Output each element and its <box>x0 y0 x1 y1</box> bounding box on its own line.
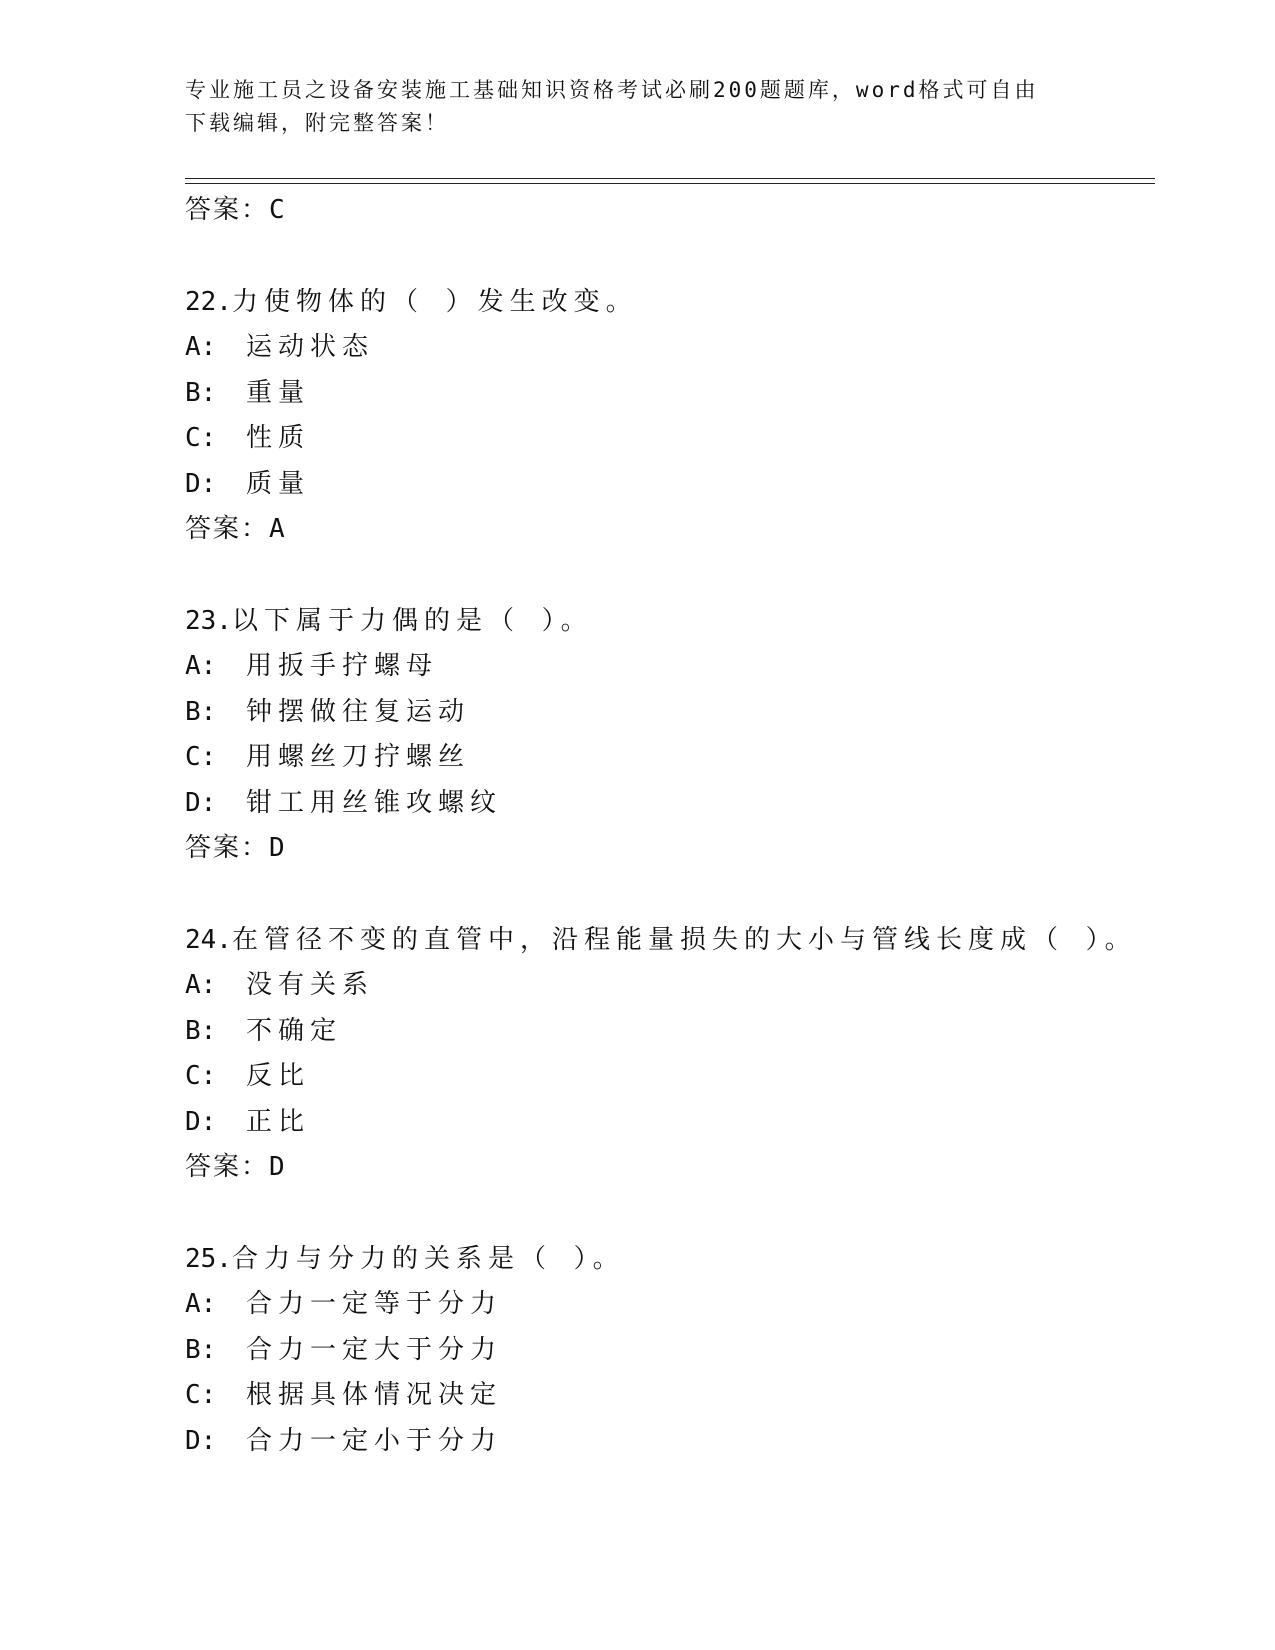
question-number: 24. <box>185 924 232 955</box>
option-d <box>185 781 1145 827</box>
spacer <box>185 872 1145 918</box>
option-letter: A: <box>185 651 217 681</box>
option-letter: D: <box>185 1425 217 1456</box>
option-text: 正比 <box>245 1106 310 1137</box>
option-d <box>185 462 1145 508</box>
option-text: 性质 <box>245 423 310 453</box>
option-text: 根据具体情况决定 <box>245 1380 502 1410</box>
option-d <box>185 1100 1145 1146</box>
option-text: 用螺丝刀拧螺丝 <box>245 742 470 772</box>
spacer <box>185 553 1145 599</box>
option-text: 不确定 <box>245 1015 342 1046</box>
question-number: 25. <box>185 1243 232 1274</box>
option-letter: C: <box>185 1380 217 1410</box>
option-text: 重量 <box>245 377 310 408</box>
header-divider-bottom <box>185 183 1155 184</box>
option-c <box>185 416 1145 462</box>
question-text: 以下属于力偶的是（ ）。 <box>231 605 593 636</box>
question-block <box>185 280 1145 553</box>
answer-line: 答案：D <box>185 833 287 863</box>
spacer <box>185 1191 1145 1237</box>
option-letter: C: <box>185 1061 217 1091</box>
option-letter: B: <box>185 1334 217 1365</box>
answer-line: 答案：A <box>185 514 287 544</box>
question-stem <box>185 599 1145 645</box>
option-letter: D: <box>185 468 217 499</box>
option-a <box>185 644 1145 690</box>
option-d <box>185 1419 1145 1465</box>
option-text: 合力一定大于分力 <box>245 1334 502 1365</box>
question-block <box>185 1237 1145 1465</box>
header-line-1: 专业施工员之设备安装施工基础知识资格考试必刷200题题库，word格式可自由 <box>185 78 1039 102</box>
option-letter: B: <box>185 696 217 727</box>
option-b <box>185 690 1145 736</box>
option-letter: A: <box>185 1289 217 1319</box>
answer-line: 答案：C <box>185 195 287 225</box>
option-letter: C: <box>185 423 217 453</box>
answer-line: 答案：D <box>185 1152 287 1182</box>
question-stem <box>185 1237 1145 1283</box>
option-letter: B: <box>185 377 217 408</box>
option-text: 钟摆做往复运动 <box>245 696 470 727</box>
option-b <box>185 371 1145 417</box>
question-block <box>185 918 1145 1191</box>
option-a <box>185 963 1145 1009</box>
option-text: 反比 <box>245 1061 310 1091</box>
option-letter: A: <box>185 970 217 1000</box>
option-letter: D: <box>185 787 217 818</box>
header-line-2: 下载编辑，附完整答案！ <box>185 111 449 135</box>
option-text: 合力一定小于分力 <box>245 1425 502 1456</box>
option-text: 钳工用丝锥攻螺纹 <box>245 787 502 818</box>
option-letter: C: <box>185 742 217 772</box>
question-text: 合力与分力的关系是（ ）。 <box>231 1243 625 1274</box>
option-a <box>185 325 1145 371</box>
question-list <box>185 188 1145 1464</box>
option-a <box>185 1282 1145 1328</box>
option-text: 合力一定等于分力 <box>245 1289 502 1319</box>
document-header <box>185 74 1085 140</box>
question-stem <box>185 918 1145 964</box>
question-number: 22. <box>185 286 232 317</box>
question-text: 力使物体的（ ）发生改变。 <box>231 286 638 317</box>
option-c <box>185 1373 1145 1419</box>
option-text: 用扳手拧螺母 <box>245 651 438 681</box>
option-letter: D: <box>185 1106 217 1137</box>
option-letter: B: <box>185 1015 217 1046</box>
header-divider-top <box>185 178 1155 179</box>
option-c <box>185 1054 1145 1100</box>
question-stem <box>185 280 1145 326</box>
question-text: 在管径不变的直管中，沿程能量损失的大小与管线长度成（ ）。 <box>231 924 1137 955</box>
option-letter: A: <box>185 332 217 362</box>
question-number: 23. <box>185 605 232 636</box>
question-block <box>185 599 1145 872</box>
option-text: 质量 <box>245 468 310 499</box>
option-b <box>185 1009 1145 1055</box>
option-c <box>185 735 1145 781</box>
option-b <box>185 1328 1145 1374</box>
option-text: 没有关系 <box>245 970 374 1000</box>
spacer <box>185 234 1145 280</box>
option-text: 运动状态 <box>245 332 374 362</box>
